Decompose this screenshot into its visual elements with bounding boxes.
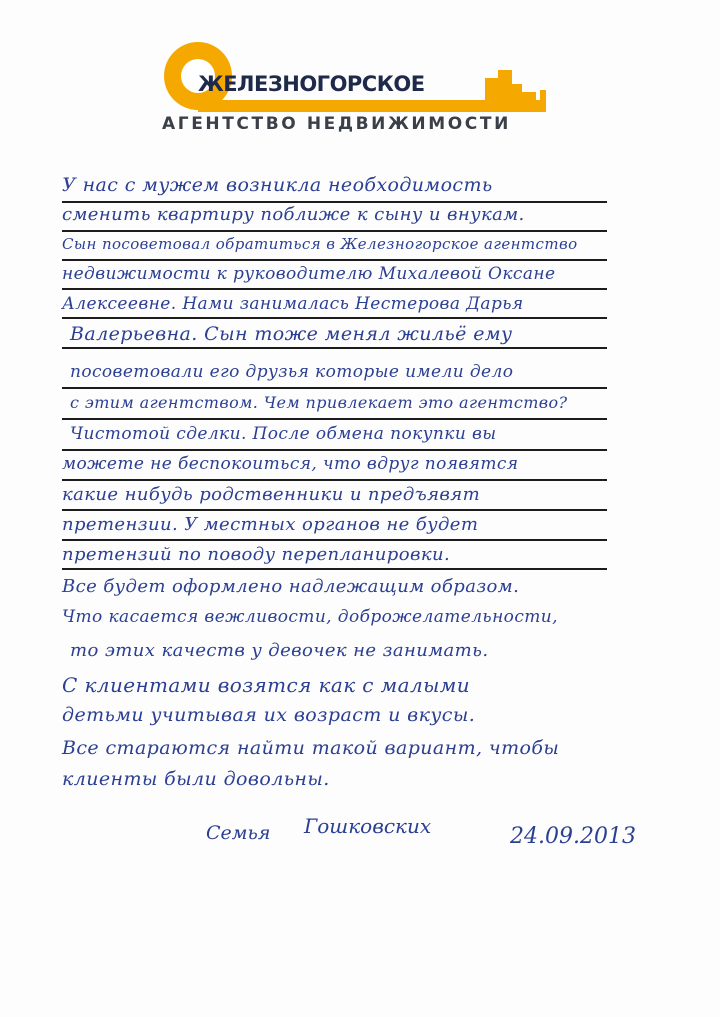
ruled-line <box>62 479 607 481</box>
letter-line: с этим агентством. Чем привлекает это агентство? <box>70 393 568 412</box>
ruled-line <box>62 259 607 261</box>
letter-line: Валерьевна. Сын тоже менял жильё ему <box>70 323 513 345</box>
ruled-line <box>62 539 607 541</box>
ruled-line <box>62 201 607 203</box>
ruled-line <box>62 449 607 451</box>
logo-title: ЖЕЛЕЗНОГОРСКОЕ <box>198 72 425 96</box>
ruled-line <box>62 568 607 570</box>
letter-line: сменить квартиру поближе к сыну и внукам. <box>62 204 525 225</box>
letter-line: Все будет оформлено надлежащим образом. <box>62 576 520 597</box>
letter-line: Алексеевне. Нами занималась Нестерова Дарья <box>62 294 524 314</box>
letter-line: претензий по поводу перепланировки. <box>62 544 451 565</box>
letter-line: претензии. У местных органов не будет <box>62 514 479 535</box>
agency-logo <box>160 40 560 140</box>
letter-line: Все стараются найти такой вариант, чтобы <box>62 737 560 759</box>
ruled-line <box>62 347 607 349</box>
letter-line: какие нибудь родственники и предъявят <box>62 484 481 505</box>
ruled-line <box>62 288 607 290</box>
letter-line: Чистотой сделки. После обмена покупки вы <box>70 424 497 444</box>
letter-line: недвижимости к руководителю Михалевой Оксане <box>62 264 556 284</box>
ruled-line <box>62 509 607 511</box>
letter-line: то этих качеств у девочек не занимать. <box>70 640 489 661</box>
letter-line: Сын посоветовал обратиться в Железногорское агентство <box>62 235 578 253</box>
letter-line: можете не беспокоиться, что вдруг появятся <box>62 454 519 474</box>
ruled-line <box>62 418 607 420</box>
letter-line: У нас с мужем возникла необходимость <box>62 174 493 196</box>
logo-subtitle: АГЕНТСТВО НЕДВИЖИМОСТИ <box>162 114 511 134</box>
letter-line: посоветовали его друзья которые имели дело <box>70 362 514 382</box>
letter-line: С клиентами возятся как с малыми <box>62 673 471 697</box>
signature-family-label: Семья <box>206 822 271 844</box>
ruled-line <box>62 317 607 319</box>
signature-date: 24.09.2013 <box>510 824 636 849</box>
letter-line: клиенты были довольны. <box>62 768 330 790</box>
ruled-line <box>62 230 607 232</box>
ruled-line <box>62 387 607 389</box>
signature-surname: Гошковских <box>304 814 432 838</box>
letter-line: Что касается вежливости, доброжелательности, <box>62 607 558 627</box>
letter-line: детьми учитывая их возраст и вкусы. <box>62 704 476 726</box>
